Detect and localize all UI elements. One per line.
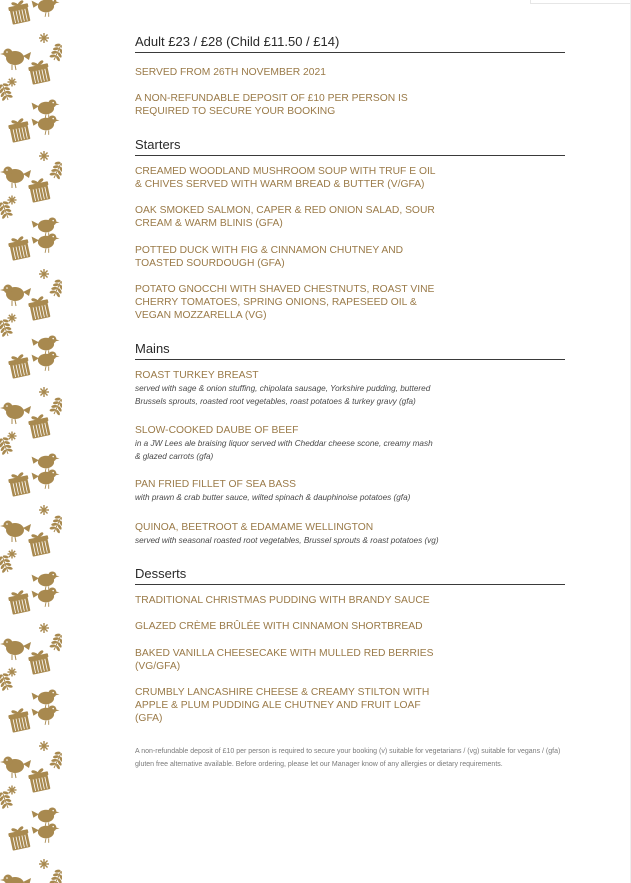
dessert-item: BAKED VANILLA CHEESECAKE WITH MULLED RED BERRIES (VG/GFA) [135, 648, 434, 672]
robin-icon [32, 217, 60, 236]
robin-icon [32, 705, 60, 724]
snowflake-icon [8, 550, 17, 559]
gift-icon [27, 650, 51, 675]
gift-icon [7, 354, 31, 379]
snowflake-icon [8, 786, 17, 795]
desserts-heading: Desserts [135, 566, 565, 585]
robin-icon [32, 99, 60, 118]
gift-icon [7, 118, 31, 143]
holly-icon [48, 395, 62, 416]
top-box [530, 0, 631, 4]
gift-icon [27, 414, 51, 439]
holly-icon [48, 513, 62, 534]
gift-icon [27, 768, 51, 793]
robin-icon [32, 587, 60, 606]
mains-heading: Mains [135, 341, 565, 360]
main-item-title: PAN FRIED FILLET OF SEA BASS [135, 479, 296, 490]
starter-item: OAK SMOKED SALMON, CAPER & RED ONION SALAD, SOUR CREAM & WARM BLINIS (GFA) [135, 205, 435, 229]
snowflake-icon [39, 623, 49, 633]
main-item-title: ROAST TURKEY BREAST [135, 370, 259, 381]
snowflake-icon [39, 859, 49, 869]
snowflake-icon [39, 269, 49, 279]
robin-icon [32, 823, 60, 842]
snowflake-icon [8, 668, 17, 677]
robin-icon [0, 521, 31, 543]
gift-icon [7, 708, 31, 733]
robin-icon [32, 115, 60, 134]
holly-icon [48, 159, 62, 180]
main-item-title: SLOW-COOKED DAUBE OF BEEF [135, 425, 299, 436]
main-item-desc: with prawn & crab butter sauce, wilted spinach & dauphinoise potatoes (gfa) [135, 493, 411, 502]
robin-icon [0, 639, 31, 661]
dessert-item: CRUMBLY LANCASHIRE CHEESE & CREAMY STILTON WITH APPLE & PLUM PUDDING ALE CHUTNEY AND FRUIT LOAF (GFA) [135, 687, 430, 724]
gift-icon [27, 178, 51, 203]
robin-icon [32, 571, 60, 590]
snowflake-icon [39, 33, 49, 43]
gift-icon [7, 590, 31, 615]
robin-icon [0, 403, 31, 425]
robin-icon [32, 0, 60, 17]
holly-icon [48, 41, 62, 62]
dessert-item: TRADITIONAL CHRISTMAS PUDDING WITH BRANDY SAUCE [135, 595, 430, 606]
starter-item: POTATO GNOCCHI WITH SHAVED CHESTNUTS, ROAST VINE CHERRY TOMATOES, SPRING ONIONS, RAPESEED OIL & VEGAN MOZZARELLA (VG) [135, 284, 435, 321]
deposit-note: A NON-REFUNDABLE DEPOSIT OF £10 PER PERSON IS REQUIRED TO SECURE YOUR BOOKING [135, 93, 408, 117]
main-item-desc: served with sage & onion stuffing, chipolata sausage, Yorkshire pudding, buttered Brussels sprouts, roasted root vegetables, roast potatoes & turkey gravy (gfa) [135, 384, 431, 406]
gift-icon [7, 472, 31, 497]
robin-icon [32, 807, 60, 826]
snowflake-icon [8, 78, 17, 87]
main-item-desc: served with seasonal roasted root vegetables, Brussel sprouts & roast potatoes (vg) [135, 536, 439, 545]
dessert-item: GLAZED CRÈME BRÛLÉE WITH CINNAMON SHORTBREAD [135, 621, 423, 632]
holly-icon [48, 749, 62, 770]
robin-icon [0, 49, 31, 71]
snowflake-icon [39, 505, 49, 515]
robin-icon [0, 285, 31, 307]
gift-icon [27, 532, 51, 557]
robin-icon [32, 351, 60, 370]
holly-icon [48, 277, 62, 298]
main-item-desc: in a JW Lees ale braising liquor served with Cheddar cheese scone, creamy mash & glazed carrots (gfa) [135, 439, 433, 461]
snowflake-icon [8, 432, 17, 441]
gift-icon [7, 236, 31, 261]
gift-icon [7, 0, 31, 25]
robin-icon [0, 757, 31, 779]
served-from: SERVED FROM 26TH NOVEMBER 2021 [135, 67, 326, 78]
gift-icon [27, 60, 51, 85]
snowflake-icon [39, 741, 49, 751]
robin-icon [32, 335, 60, 354]
snowflake-icon [39, 151, 49, 161]
starter-item: CREAMED WOODLAND MUSHROOM SOUP WITH TRUF E OIL & CHIVES SERVED WITH WARM BREAD & BUTTER (V/GFA) [135, 166, 436, 190]
snowflake-icon [8, 196, 17, 205]
robin-icon [32, 453, 60, 472]
footer-note: A non-refundable deposit of £10 per person is required to secure your booking (v) suitable for vegetarians / (vg) suitable for vegans / (gfa) gluten free alternative available. Before ordering, please let our Manager know of any allergies or dietary requirements. [135, 748, 561, 768]
robin-icon [32, 469, 60, 488]
robin-icon [32, 233, 60, 252]
menu-content [135, 34, 565, 771]
gift-icon [7, 826, 31, 851]
starters-heading: Starters [135, 137, 565, 156]
price-heading: Adult £23 / £28 (Child £11.50 / £14) [135, 34, 565, 53]
gift-icon [27, 296, 51, 321]
robin-icon [32, 689, 60, 708]
robin-icon [0, 167, 31, 189]
festive-border [0, 0, 62, 883]
snowflake-icon [39, 387, 49, 397]
holly-icon [48, 867, 62, 883]
main-item-title: QUINOA, BEETROOT & EDAMAME WELLINGTON [135, 522, 374, 533]
snowflake-icon [8, 314, 17, 323]
holly-icon [48, 631, 62, 652]
starter-item: POTTED DUCK WITH FIG & CINNAMON CHUTNEY AND TOASTED SOURDOUGH (GFA) [135, 245, 404, 269]
robin-icon [0, 875, 31, 883]
